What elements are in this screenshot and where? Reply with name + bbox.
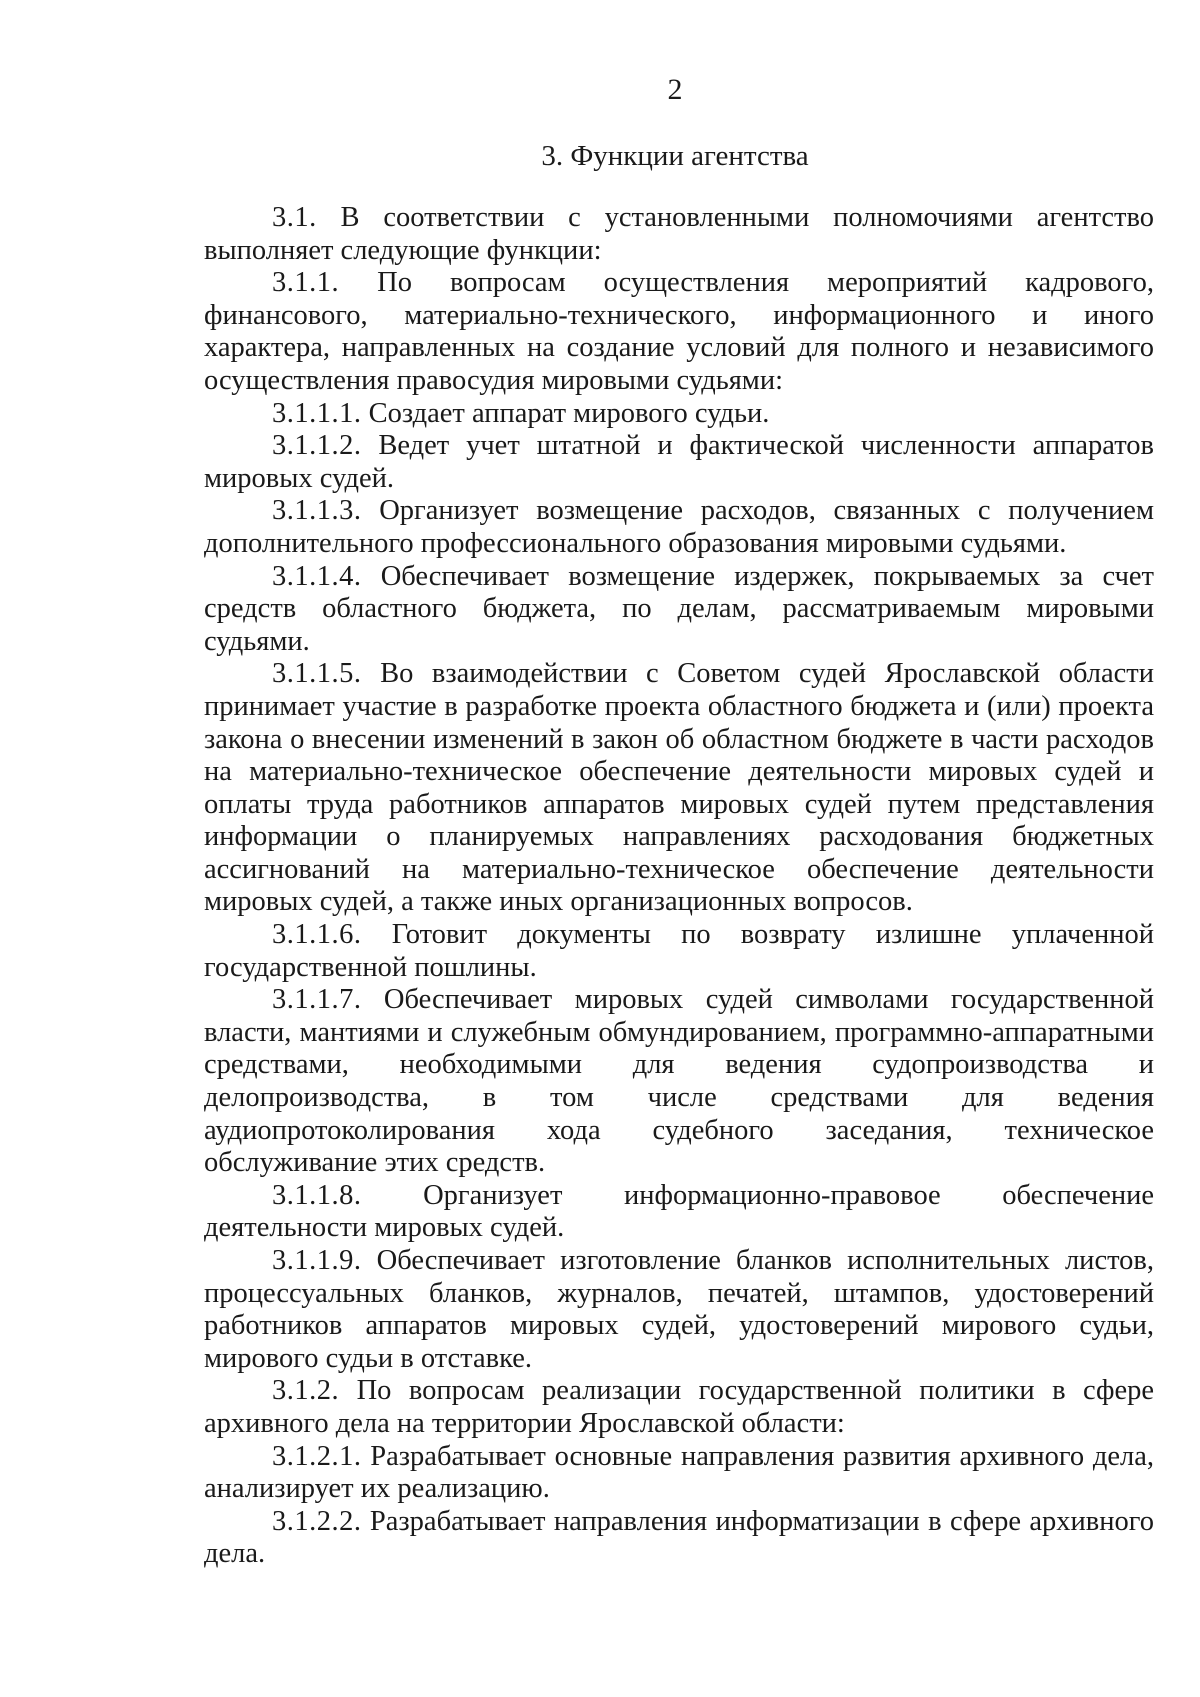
page-number: 2 xyxy=(667,73,683,106)
paragraph-number: 3.1.2. xyxy=(272,1375,340,1407)
paragraph-text: По вопросам осуществления мероприятий кадрового, финансового, материально-технического, информационного и иного характера, направленных на создание условий для полного и независимого осуществления правосудия мировыми судьями: xyxy=(204,267,1154,396)
paragraph-3-1-1-1 xyxy=(204,398,1154,431)
paragraph-number: 3.1.1. xyxy=(272,267,340,299)
paragraph-number: 3.1.1.3. xyxy=(272,495,362,527)
paragraph-3-1-2-2 xyxy=(204,1506,1154,1571)
paragraph-number: 3.1. xyxy=(272,202,317,233)
paragraph-text: Обеспечивает изготовление бланков исполнительных листов, процессуальных бланков, журналов, печатей, штампов, удостоверений работников аппаратов мировых судей, удостоверений мирового судьи, мирового судьи в отставке. xyxy=(204,1245,1154,1374)
paragraph-3-1-1-7 xyxy=(204,984,1154,1180)
paragraph-number: 3.1.1.5. xyxy=(272,658,362,690)
paragraph-text: По вопросам реализации государственной политики в сфере архивного дела на территории Ярославской области: xyxy=(204,1375,1154,1439)
paragraph-text: Организует информационно-правовое обеспечение деятельности мировых судей. xyxy=(204,1179,1154,1244)
paragraph-number: 3.1.1.2. xyxy=(272,430,362,462)
paragraph-text: Создает аппарат мирового судьи. xyxy=(368,397,770,429)
paragraph-3-1-1-4 xyxy=(204,561,1154,659)
paragraph-number: 3.1.1.6. xyxy=(272,919,362,951)
section-title: 3. Функции агентства xyxy=(541,140,809,172)
paragraph-text: В соответствии с установленными полномочиями агентство выполняет следующие функции: xyxy=(204,202,1154,266)
paragraph-text: Обеспечивает мировых судей символами государственной власти, мантиями и служебным обмундированием, программно-аппаратными средствами, необходимыми для ведения судопроизводства и делопроизводства, в том числе средствами для ведения аудиопротоколирования хода судебного заседания, техническое обслуживание этих средств. xyxy=(204,984,1155,1179)
paragraph-text: Разрабатывает направления информатизации в сфере архивного дела. xyxy=(204,1505,1154,1570)
paragraph-3-1-1-9 xyxy=(204,1245,1154,1375)
document-body xyxy=(204,202,1154,1571)
paragraph-3-1-1-2 xyxy=(204,430,1154,495)
paragraph-number: 3.1.1.7. xyxy=(272,984,362,1016)
paragraph-3-1-1-6 xyxy=(204,919,1154,984)
paragraph-text: Разрабатывает основные направления развития архивного дела, анализирует их реализацию. xyxy=(204,1440,1155,1505)
paragraph-3-1-1 xyxy=(204,267,1154,397)
paragraph-3-1-1-3 xyxy=(204,495,1154,560)
paragraph-number: 3.1.2.1. xyxy=(272,1440,362,1472)
paragraph-3-1 xyxy=(204,202,1154,267)
paragraph-3-1-2-1 xyxy=(204,1441,1154,1506)
paragraph-text: Обеспечивает возмещение издержек, покрываемых за счет средств областного бюджета, по делам, рассматриваемым мировыми судьями. xyxy=(204,560,1155,657)
paragraph-text: Организует возмещение расходов, связанных с получением дополнительного профессионального образования мировыми судьями. xyxy=(204,495,1154,559)
paragraph-text: Во взаимодействии с Советом судей Ярославской области принимает участие в разработке проекта областного бюджета и (или) проекта закона о внесении изменений в закон об областном бюджете в части расходов на материально-техническое обеспечение деятельности мировых судей и оплаты труда работников аппаратов мировых судей путем представления информации о планируемых направлениях расходования бюджетных ассигнований на материально-техническое обеспечение деятельности мировых судей, а также иных организационных вопросов. xyxy=(204,658,1154,918)
paragraph-3-1-2 xyxy=(204,1375,1154,1440)
paragraph-text: Ведет учет штатной и фактической численности аппаратов мировых судей. xyxy=(204,430,1154,494)
paragraph-number: 3.1.1.4. xyxy=(272,560,362,592)
paragraph-text: Готовит документы по возврату излишне уплаченной государственной пошлины. xyxy=(204,919,1154,983)
paragraph-3-1-1-5 xyxy=(204,658,1154,919)
paragraph-number: 3.1.2.2. xyxy=(272,1505,362,1537)
paragraph-number: 3.1.1.8. xyxy=(272,1179,362,1211)
paragraph-number: 3.1.1.1. xyxy=(272,397,362,429)
paragraph-3-1-1-8 xyxy=(204,1180,1154,1245)
paragraph-number: 3.1.1.9. xyxy=(272,1245,362,1276)
